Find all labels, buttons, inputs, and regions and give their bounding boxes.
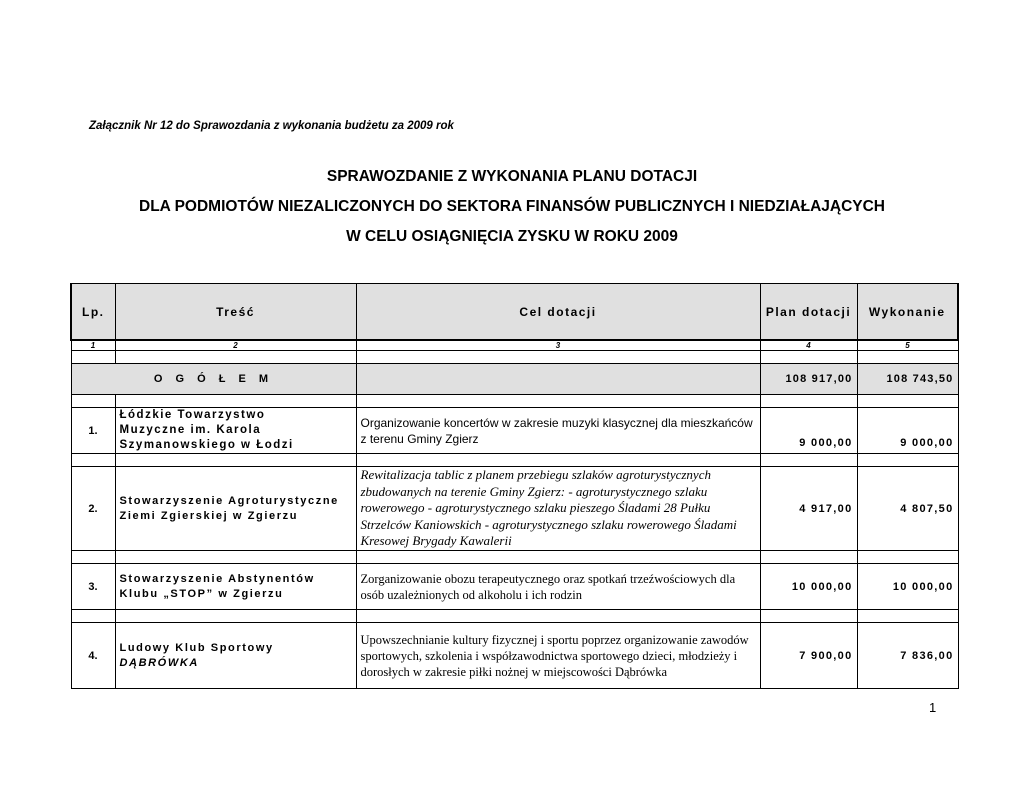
row-name-line: Klubu „STOP” w Zgierzu (119, 587, 284, 600)
total-row (71, 364, 958, 395)
table-row (71, 408, 958, 454)
row-name-line: Ludowy Klub Sportowy (119, 641, 274, 654)
report-title-line-2: DLA PODMIOTÓW NIEZALICZONYCH DO SEKTORA FINANSÓW PUBLICZNYCH I NIEDZIAŁAJĄCYCH (139, 198, 885, 215)
row-name-line: Łódzkie Towarzystwo (119, 409, 266, 421)
row-spacer (71, 610, 958, 623)
column-number: 4 (760, 340, 857, 351)
row-name (115, 564, 356, 610)
row-spacer (71, 351, 958, 364)
column-header-lp: Lp. (71, 284, 115, 341)
total-purpose-cell (356, 364, 760, 395)
row-plan: 4 917,00 (760, 467, 857, 551)
column-header-cel-dotacji: Cel dotacji (356, 284, 760, 341)
row-purpose: Zorganizowanie obozu terapeutycznego oraz spotkań trzeźwościowych dla osób uzależnionych od alkoholu i ich rodzin (356, 564, 760, 610)
row-name (115, 623, 356, 689)
row-lp: 2. (71, 467, 115, 551)
row-plan: 7 900,00 (760, 623, 857, 689)
table-row (71, 564, 958, 610)
row-execution: 4 807,50 (857, 467, 958, 551)
column-header-plan-dotacji: Plan dotacji (760, 284, 857, 341)
row-plan: 9 000,00 (760, 408, 857, 454)
report-title-line-1: SPRAWOZDANIE Z WYKONANIA PLANU DOTACJI (326, 168, 698, 185)
row-name (115, 467, 356, 551)
row-name-line: Stowarzyszenie Agroturystyczne (119, 494, 339, 507)
row-execution: 7 836,00 (857, 623, 958, 689)
row-execution: 9 000,00 (857, 408, 958, 454)
total-label: O G Ó Ł E M (71, 364, 356, 395)
column-number: 1 (71, 340, 115, 351)
row-purpose: Organizowanie koncertów w zakresie muzyki klasycznej dla mieszkańców z terenu Gminy Zgierz (356, 408, 760, 454)
row-lp: 1. (71, 408, 115, 454)
column-number: 3 (356, 340, 760, 351)
column-number: 2 (115, 340, 356, 351)
row-name-line: Muzyczne im. Karola (119, 424, 262, 436)
row-purpose: Rewitalizacja tablic z planem przebiegu szlaków agroturystycznych zbudowanych na terenie Gminy Zgierz: - agroturystycznego szlaku rowerowego - agroturystycznego szlaku pieszego Śladami 28 Pułku Strzelców Kaniowskich - agroturystycznego szlaku rowerowego Śladami Kresowej Brygady Kawalerii (356, 467, 760, 551)
row-name-line: Szymanowskiego w Łodzi (119, 439, 294, 451)
row-lp: 4. (71, 623, 115, 689)
subsidy-table (70, 283, 959, 689)
row-purpose: Upowszechnianie kultury fizycznej i sportu poprzez organizowanie zawodów sportowych, szkolenia i współzawodnictwa sportowego dzieci, młodzieży i dorosłych w zakresie piłki nożnej w miejscowości Dąbrówka (356, 623, 760, 689)
row-name-line: DĄBRÓWKA (119, 656, 199, 669)
report-title-line-3: W CELU OSIĄGNIĘCIA ZYSKU W ROKU 2009 (346, 228, 678, 245)
column-header-tresc: Treść (115, 284, 356, 341)
row-spacer (71, 454, 958, 467)
row-name-line: Stowarzyszenie Abstynentów (119, 572, 315, 585)
row-lp: 3. (71, 564, 115, 610)
row-name-line: Ziemi Zgierskiej w Zgierzu (119, 509, 299, 522)
row-spacer (71, 395, 958, 408)
row-name (115, 408, 356, 454)
table-row (71, 623, 958, 689)
page-number: 1 (929, 700, 937, 715)
column-number: 5 (857, 340, 958, 351)
annex-note: Załącznik Nr 12 do Sprawozdania z wykonania budżetu za 2009 rok (89, 120, 454, 132)
row-execution: 10 000,00 (857, 564, 958, 610)
row-plan: 10 000,00 (760, 564, 857, 610)
table-header-row (71, 284, 958, 341)
total-plan: 108 917,00 (760, 364, 857, 395)
column-number-row (71, 340, 958, 351)
total-execution: 108 743,50 (857, 364, 958, 395)
table-row (71, 467, 958, 551)
row-spacer (71, 551, 958, 564)
column-header-wykonanie: Wykonanie (857, 284, 958, 341)
